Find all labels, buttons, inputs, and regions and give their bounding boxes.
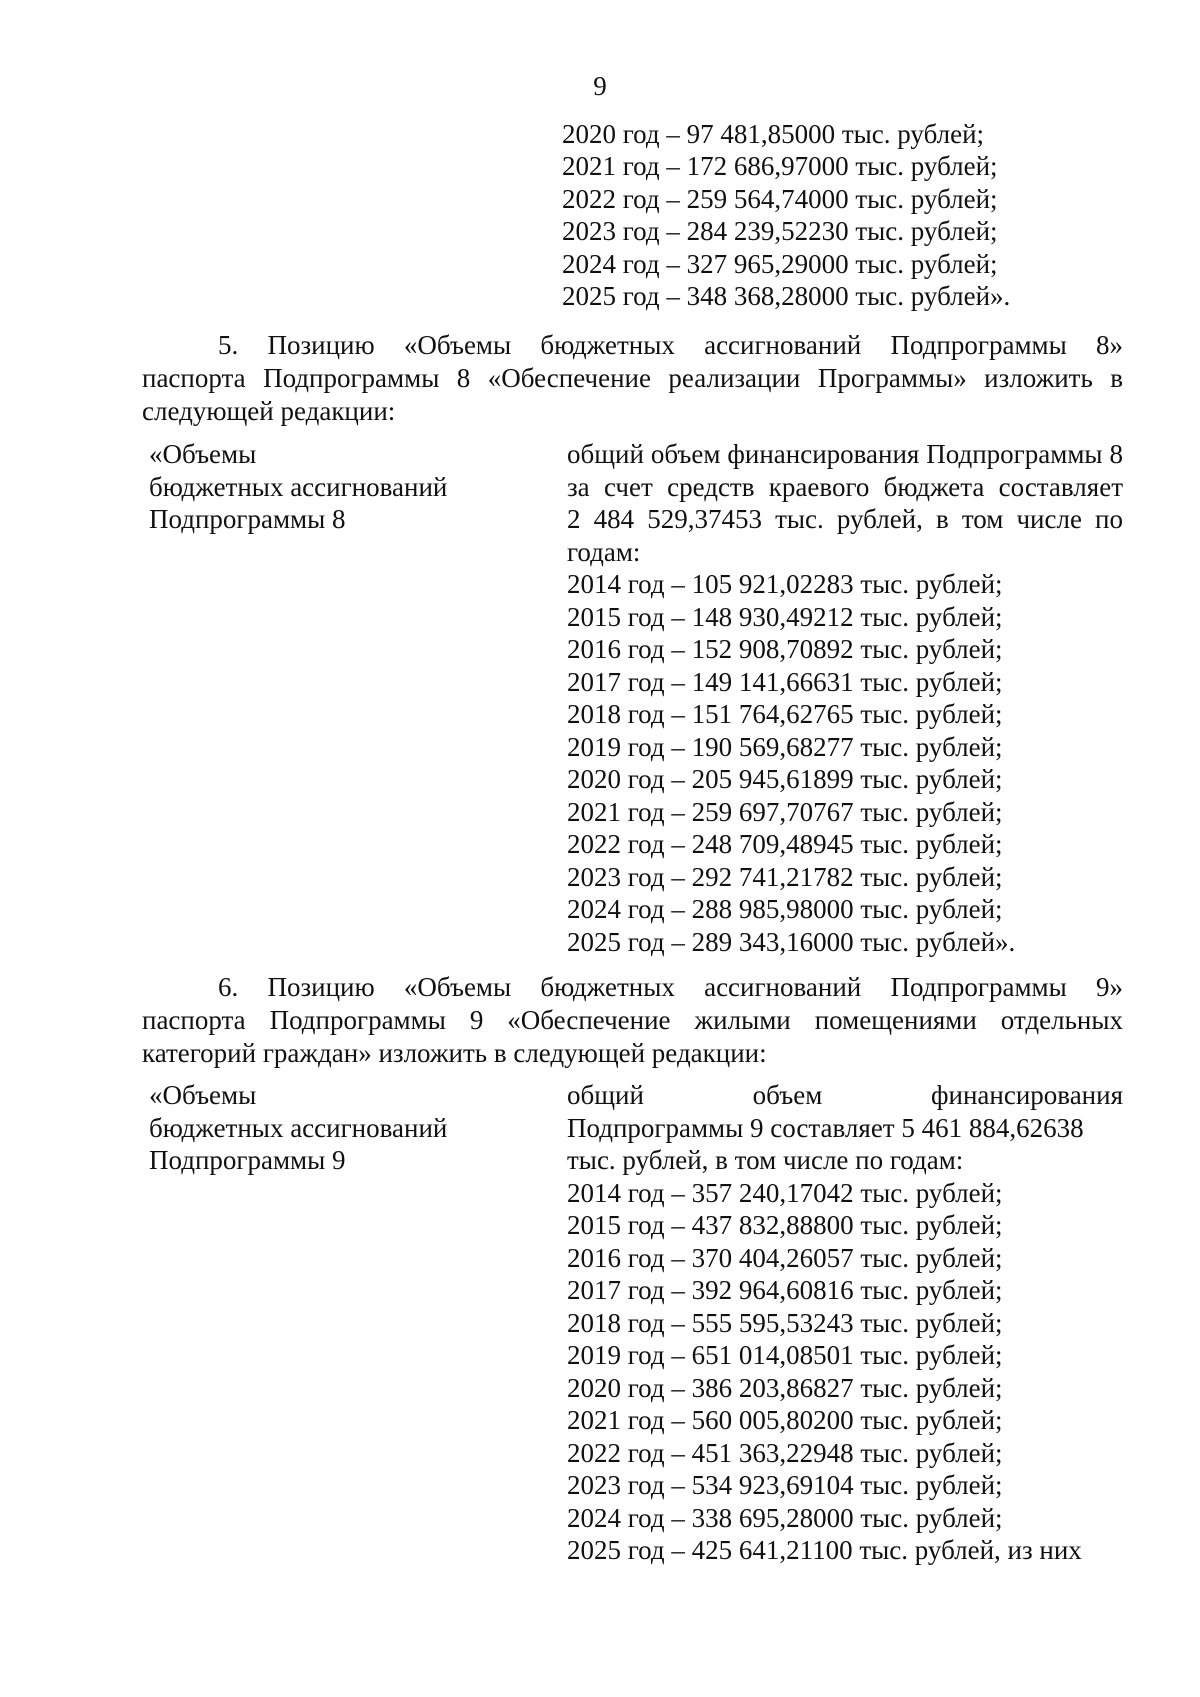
table8-right-content (567, 438, 1123, 958)
table9-year-row: 2020 год – 386 203,86827 тыс. рублей; (567, 1372, 1003, 1403)
table8-year-row: 2015 год – 148 930,49212 тыс. рублей; (567, 601, 1003, 632)
table9-year-row: 2021 год – 560 005,80200 тыс. рублей; (567, 1405, 1003, 1435)
table9-left-line: Подпрограммы 9 (149, 1145, 346, 1175)
table8-year-row: 2016 год – 152 908,70892 тыс. рублей; (567, 634, 1003, 664)
table9-left-line: «Объемы (149, 1080, 257, 1110)
item5-line1: 5. Позицию «Объемы бюджетных ассигнований Подпрограммы 8» (218, 330, 1123, 360)
table9-year-row: 2022 год – 451 363,22948 тыс. рублей; (567, 1437, 1003, 1468)
list-item: 2020 год – 97 481,85000 тыс. рублей; (562, 119, 985, 149)
table9-year-row: 2024 год – 338 695,28000 тыс. рублей; (567, 1502, 1003, 1533)
table8-intro-line: общий объем финансирования Подпрограммы 8 (567, 439, 1123, 469)
table8-intro-line: годам: (567, 536, 641, 567)
item6-line3: категорий граждан» изложить в следующей редакции: (142, 1038, 767, 1068)
item6-line1: 6. Позицию «Объемы бюджетных ассигнований Подпрограммы 9» (218, 972, 1123, 1002)
item6-line2: паспорта Подпрограммы 9 «Обеспечение жилыми помещениями отдельных (142, 1005, 1123, 1035)
table8-year-row: 2020 год – 205 945,61899 тыс. рублей; (567, 764, 1003, 794)
list-item: 2023 год – 284 239,52230 тыс. рублей; (562, 216, 998, 247)
list-item: 2024 год – 327 965,29000 тыс. рублей; (562, 248, 998, 279)
table8-year-row: 2018 год – 151 764,62765 тыс. рублей; (567, 699, 1003, 729)
table9-year-row: 2019 год – 651 014,08501 тыс. рублей; (567, 1340, 1003, 1370)
table8-left-line: Подпрограммы 8 (149, 504, 346, 534)
table8-left-line: «Объемы (149, 439, 257, 469)
table8-left-label (149, 438, 447, 536)
table9-left-label (149, 1079, 447, 1177)
table8-intro-line: за счет средств краевого бюджета составляет (567, 471, 1123, 502)
table9-year-row: 2023 год – 534 923,69104 тыс. рублей; (567, 1470, 1003, 1500)
table8-year-row: 2017 год – 149 141,66631 тыс. рублей; (567, 666, 1003, 697)
table9-year-row: 2016 год – 370 404,26057 тыс. рублей; (567, 1242, 1003, 1273)
table9-intro-line: Подпрограммы 9 составляет 5 461 884,62638 (567, 1112, 1084, 1143)
table8-year-row: 2021 год – 259 697,70767 тыс. рублей; (567, 796, 1003, 827)
table8-left-line: бюджетных ассигнований (149, 471, 448, 502)
table8-year-row: 2019 год – 190 569,68277 тыс. рублей; (567, 731, 1003, 762)
table9-right-content (567, 1079, 1123, 1567)
item5-line3: следующей редакции: (142, 396, 396, 426)
table9-year-row: 2014 год – 357 240,17042 тыс. рублей; (567, 1177, 1003, 1208)
table9-intro-line: общий объем финансирования (567, 1080, 1123, 1110)
list-item: 2021 год – 172 686,97000 тыс. рублей; (562, 151, 998, 182)
table9-intro-line: тыс. рублей, в том числе по годам: (567, 1145, 964, 1175)
table8-year-row: 2024 год – 288 985,98000 тыс. рублей; (567, 894, 1003, 924)
top-year-list (562, 118, 1010, 312)
table8-year-row: 2014 год – 105 921,02283 тыс. рублей; (567, 569, 1003, 599)
table9-left-line: бюджетных ассигнований (149, 1112, 448, 1143)
table9-year-row: 2015 год – 437 832,88800 тыс. рублей; (567, 1210, 1003, 1240)
list-item: 2022 год – 259 564,74000 тыс. рублей; (562, 183, 998, 214)
table8-intro-line: 2 484 529,37453 тыс. рублей, в том числе по (567, 504, 1123, 534)
page-number: 9 (593, 71, 607, 101)
table8-year-row: 2022 год – 248 709,48945 тыс. рублей; (567, 829, 1003, 859)
table9-year-row: 2017 год – 392 964,60816 тыс. рублей; (567, 1275, 1003, 1305)
table9-year-row: 2025 год – 425 641,21100 тыс. рублей, из них (567, 1535, 1082, 1565)
table9-year-row: 2018 год – 555 595,53243 тыс. рублей; (567, 1307, 1003, 1338)
list-item: 2025 год – 348 368,28000 тыс. рублей». (562, 280, 1011, 311)
table8-year-row: 2025 год – 289 343,16000 тыс. рублей». (567, 926, 1016, 957)
item5-line2: паспорта Подпрограммы 8 «Обеспечение реализации Программы» изложить в (142, 363, 1123, 393)
table8-year-row: 2023 год – 292 741,21782 тыс. рублей; (567, 861, 1003, 892)
